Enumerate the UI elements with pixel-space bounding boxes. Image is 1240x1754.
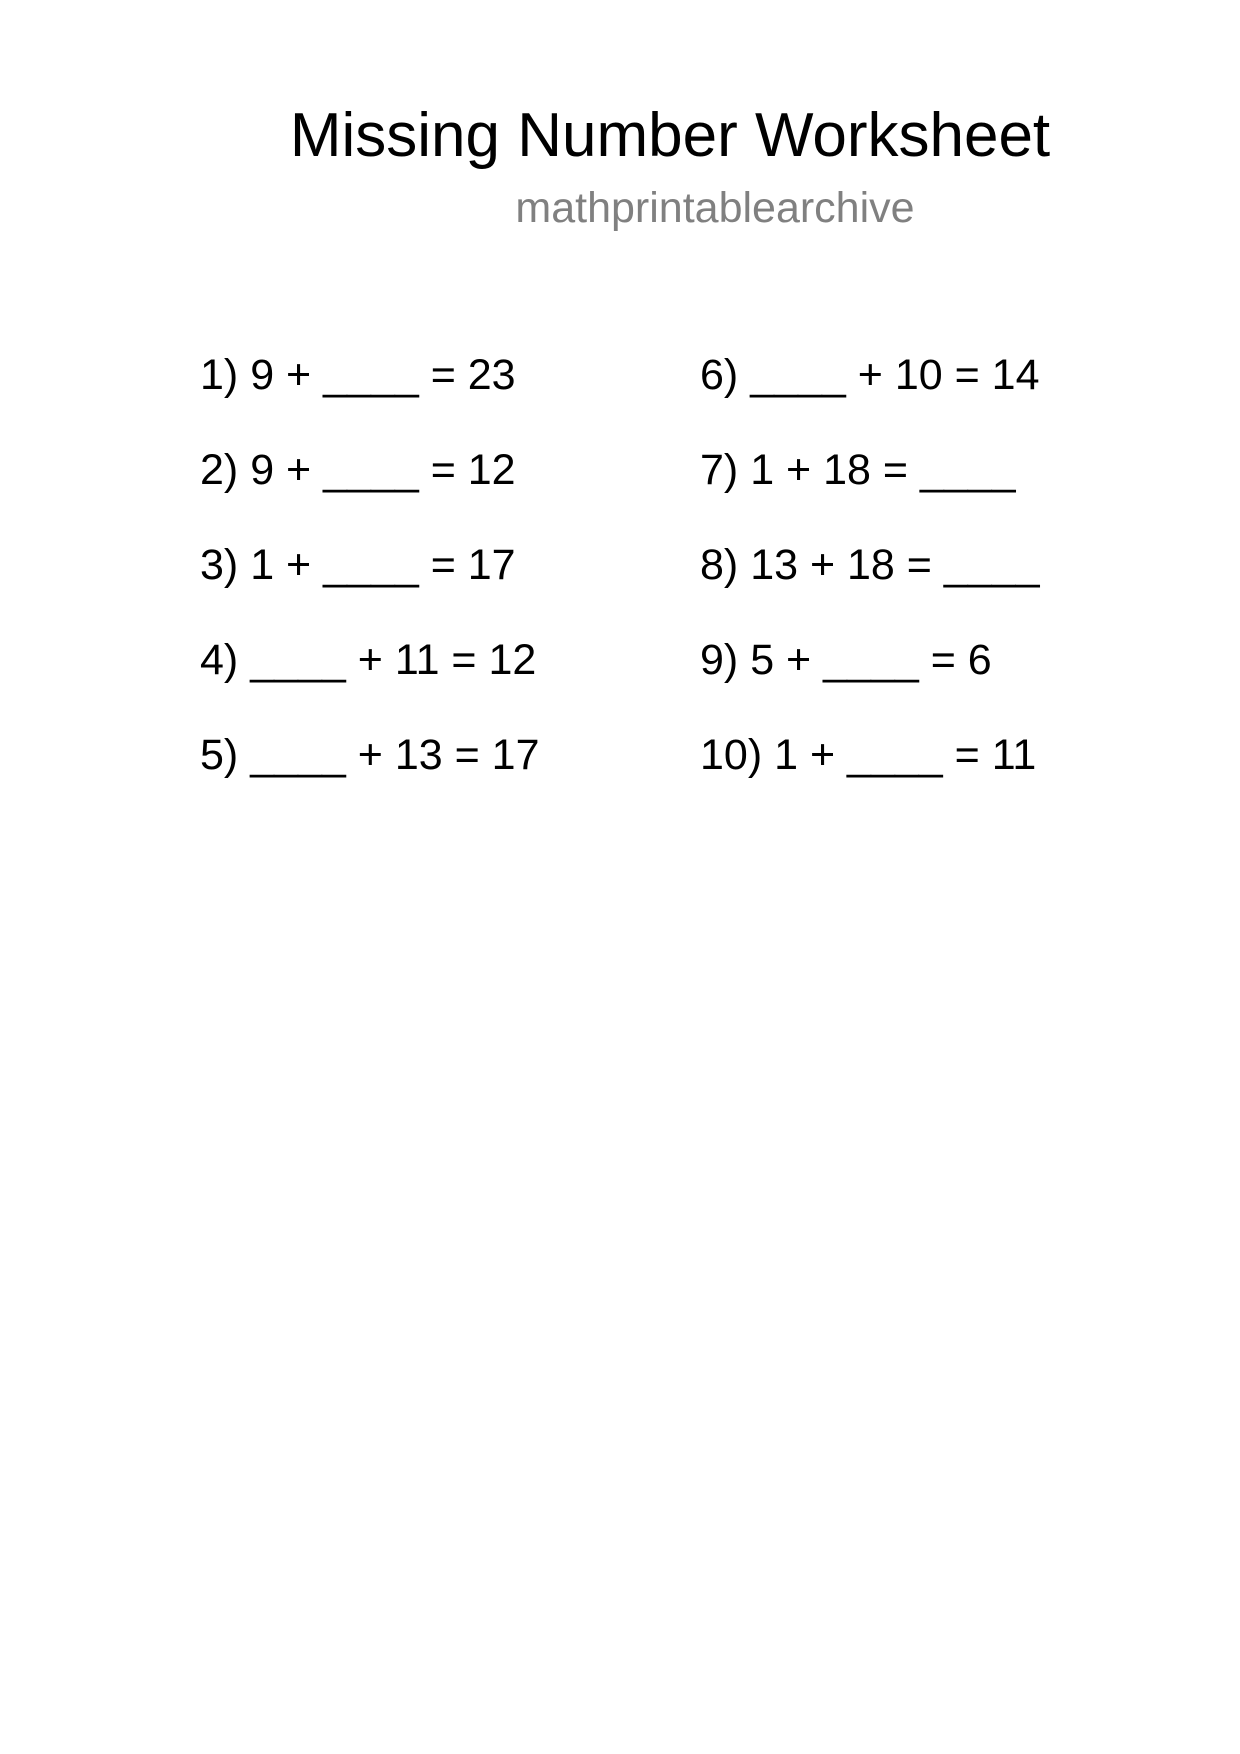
problem-expression: ____ + 10 = 14	[750, 351, 1040, 399]
problem-number: 5)	[200, 731, 251, 779]
problem-item	[200, 535, 660, 630]
problem-number: 9)	[700, 636, 751, 684]
problem-column-left	[200, 345, 660, 820]
problem-item	[200, 725, 660, 820]
problem-number: 10)	[700, 731, 775, 779]
problem-number: 1)	[200, 351, 251, 399]
problem-item	[700, 440, 1160, 535]
problem-expression: 13 + 18 = ____	[750, 541, 1040, 589]
problem-number: 7)	[700, 446, 751, 494]
problem-column-right	[700, 345, 1160, 820]
problem-expression: 1 + ____ = 11	[774, 731, 1037, 779]
problem-number: 6)	[700, 351, 751, 399]
problem-number: 4)	[200, 636, 251, 684]
problem-number: 8)	[700, 541, 751, 589]
problem-item	[200, 630, 660, 725]
problem-number: 3)	[200, 541, 251, 589]
problem-expression: 5 + ____ = 6	[750, 636, 992, 684]
problem-item	[200, 440, 660, 535]
problem-expression: ____ + 13 = 17	[250, 731, 540, 779]
problem-expression: 1 + ____ = 17	[250, 541, 516, 589]
problem-item	[700, 535, 1160, 630]
problem-item	[700, 630, 1160, 725]
page-subtitle: mathprintablearchive	[515, 184, 915, 232]
problem-expression: 9 + ____ = 12	[250, 446, 516, 494]
problem-expression: ____ + 11 = 12	[250, 636, 537, 684]
problem-item	[700, 345, 1160, 440]
problem-expression: 1 + 18 = ____	[750, 446, 1016, 494]
problem-item	[700, 725, 1160, 820]
problem-expression: 9 + ____ = 23	[250, 351, 516, 399]
problem-item	[200, 345, 660, 440]
page-title: Missing Number Worksheet	[289, 101, 1051, 170]
problem-number: 2)	[200, 446, 251, 494]
